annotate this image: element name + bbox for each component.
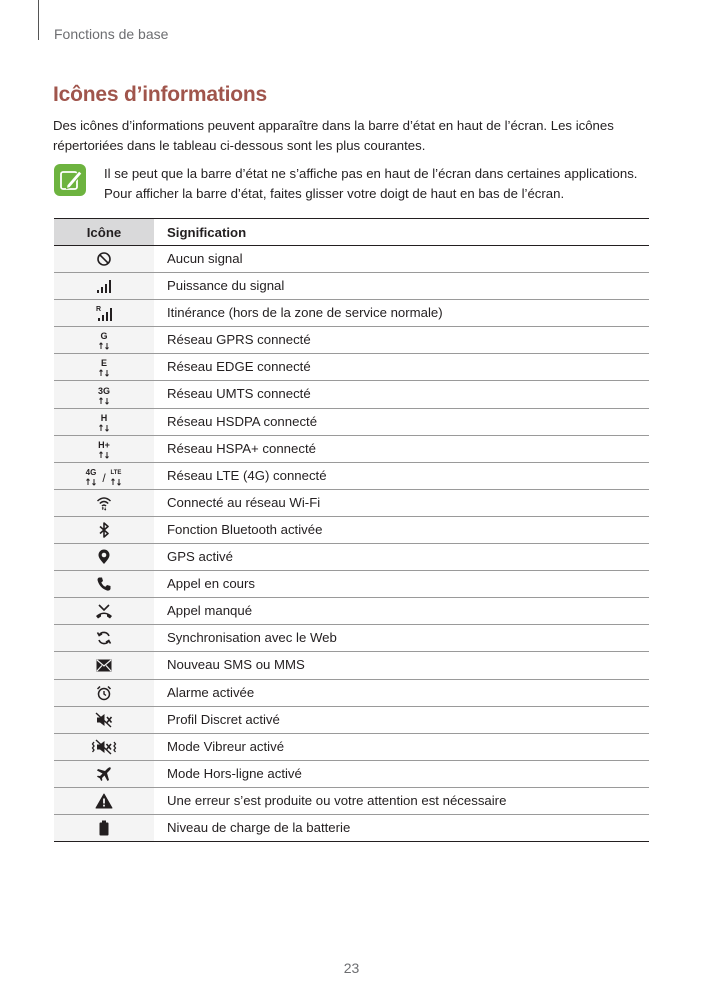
table-header bbox=[54, 219, 649, 246]
table-row bbox=[54, 544, 649, 571]
icons-table bbox=[54, 218, 649, 842]
row-meaning: Réseau LTE (4G) connecté bbox=[167, 467, 327, 483]
airplane-icon bbox=[96, 766, 112, 782]
table-row bbox=[54, 680, 649, 707]
hsdpa-label: H bbox=[100, 412, 108, 423]
row-meaning: Profil Discret activé bbox=[167, 711, 280, 727]
column-header-icon: Icône bbox=[54, 219, 154, 245]
lte-4g-label: 4G bbox=[85, 467, 97, 477]
row-meaning: Puissance du signal bbox=[167, 278, 285, 294]
gprs-icon bbox=[96, 330, 112, 350]
table-row bbox=[54, 490, 649, 517]
table-row bbox=[54, 354, 649, 381]
table-row bbox=[54, 436, 649, 463]
page-number: 23 bbox=[343, 960, 360, 976]
wifi-icon bbox=[96, 495, 112, 511]
call-icon bbox=[96, 576, 112, 592]
row-meaning: Nouveau SMS ou MMS bbox=[167, 657, 305, 673]
chapter-title: Fonctions de base bbox=[54, 26, 169, 42]
table-row bbox=[54, 517, 649, 544]
table-row bbox=[54, 327, 649, 354]
row-meaning: Réseau HSPA+ connecté bbox=[167, 440, 316, 456]
message-icon bbox=[96, 659, 112, 672]
hspa-plus-icon bbox=[95, 439, 113, 459]
row-meaning: Une erreur s’est produite ou votre attention est nécessaire bbox=[167, 792, 507, 808]
lte-separator: / bbox=[102, 470, 106, 485]
roaming-label: R bbox=[96, 306, 102, 314]
row-meaning: Connecté au réseau Wi-Fi bbox=[167, 494, 321, 510]
table-row bbox=[54, 300, 649, 327]
no-signal-icon bbox=[96, 251, 112, 267]
table-row bbox=[54, 571, 649, 598]
table-row bbox=[54, 788, 649, 815]
missed-call-icon bbox=[95, 603, 113, 619]
gps-icon bbox=[97, 549, 111, 565]
table-row bbox=[54, 734, 649, 761]
table-row bbox=[54, 273, 649, 300]
header-rule bbox=[38, 0, 39, 40]
row-meaning: Itinérance (hors de la zone de service normale) bbox=[167, 305, 443, 321]
table-row bbox=[54, 625, 649, 652]
row-meaning: Aucun signal bbox=[167, 251, 243, 266]
row-meaning: Mode Hors-ligne activé bbox=[167, 765, 302, 781]
row-meaning: Niveau de charge de la batterie bbox=[167, 819, 351, 835]
battery-icon bbox=[99, 820, 109, 836]
section-title: Icônes d’informations bbox=[53, 83, 267, 106]
table-row bbox=[54, 761, 649, 788]
sync-icon bbox=[96, 630, 112, 646]
umts-label: 3G bbox=[97, 385, 111, 396]
column-header-meaning: Signification bbox=[167, 225, 247, 240]
row-meaning: Réseau GPRS connecté bbox=[167, 332, 311, 348]
row-meaning: Appel manqué bbox=[167, 603, 253, 619]
edge-label: E bbox=[100, 358, 108, 369]
table-row bbox=[54, 463, 649, 490]
note-text: Il se peut que la barre d’état ne s’affiche pas en haut de l’écran dans certaines applications. Pour afficher la barre d’état, faites glisser votre doigt de haut en bas de l’écran. bbox=[104, 166, 638, 201]
lte-4g-icon bbox=[84, 466, 124, 486]
umts-3g-icon bbox=[94, 385, 114, 405]
lte-label: LTE bbox=[110, 469, 122, 476]
table-row bbox=[54, 652, 649, 679]
gprs-label: G bbox=[100, 331, 108, 342]
hspa-plus-label: H+ bbox=[98, 439, 110, 450]
table-row bbox=[54, 381, 649, 408]
roaming-icon bbox=[95, 304, 113, 322]
table-row bbox=[54, 707, 649, 734]
bluetooth-icon bbox=[98, 522, 110, 538]
row-meaning: Appel en cours bbox=[167, 576, 255, 592]
row-meaning: Alarme activée bbox=[167, 684, 255, 700]
hsdpa-icon bbox=[96, 412, 112, 432]
table-row bbox=[54, 246, 649, 273]
vibrate-icon bbox=[91, 739, 117, 755]
row-meaning: Synchronisation avec le Web bbox=[167, 630, 337, 646]
edge-icon bbox=[96, 357, 112, 377]
row-meaning: Fonction Bluetooth activée bbox=[167, 521, 323, 537]
row-meaning: Mode Vibreur activé bbox=[167, 738, 285, 754]
row-meaning: Réseau UMTS connecté bbox=[167, 386, 311, 402]
mute-icon bbox=[95, 712, 113, 728]
row-meaning: Réseau HSDPA connecté bbox=[167, 413, 318, 429]
row-meaning: Réseau EDGE connecté bbox=[167, 359, 311, 375]
alarm-icon bbox=[96, 685, 112, 701]
table-row bbox=[54, 598, 649, 625]
row-meaning: GPS activé bbox=[167, 549, 233, 565]
pencil-note-icon bbox=[54, 164, 86, 196]
signal-strength-icon bbox=[96, 279, 112, 293]
intro-paragraph: Des icônes d’informations peuvent apparaître dans la barre d’état en haut de l’écran. Les icônes répertoriées dans le tableau ci-dessous sont les plus courantes. bbox=[53, 118, 614, 153]
warning-icon bbox=[95, 793, 113, 809]
table-row bbox=[54, 409, 649, 436]
table-row bbox=[54, 815, 649, 842]
